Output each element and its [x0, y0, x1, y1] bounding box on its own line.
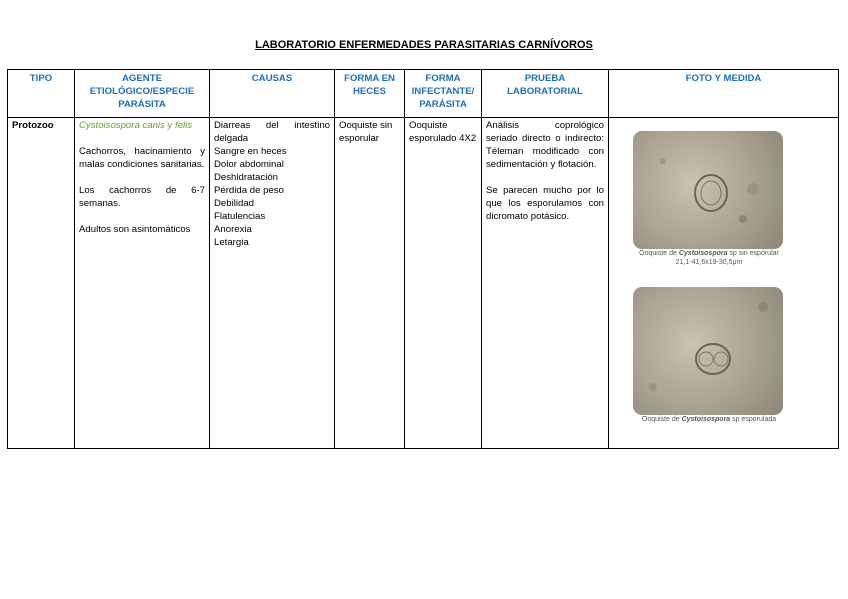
microscope-image-2: [633, 287, 783, 415]
causa-item: Deshidratación: [214, 172, 278, 183]
agente-text-3: Adultos son asintomáticos: [79, 224, 191, 235]
cell-forma-heces: Ooquiste sin esporular: [335, 118, 405, 449]
caption-measure: 21,1-41,6x19-30,5μm: [675, 259, 743, 266]
header-causas: CAUSAS: [210, 70, 335, 118]
oocyst-sporulated-image: [633, 287, 783, 415]
causa-item: Flatulencias: [214, 211, 266, 222]
cell-causas: [210, 118, 335, 449]
cell-foto: [609, 118, 839, 449]
prueba-text-2: Se parecen mucho por lo que los esporulamos con dicromato potásico.: [486, 185, 604, 222]
header-prueba: PRUEBA LABORATORIAL: [482, 70, 609, 118]
header-tipo: TIPO: [8, 70, 75, 118]
oocyst-unsporulated-image: [633, 131, 783, 249]
cell-tipo: Protozoo: [8, 118, 75, 449]
header-agente: AGENTE ETIOLÓGICO/ESPECIE PARÁSITA: [75, 70, 210, 118]
causa-item: Debilidad: [214, 198, 255, 209]
table-row: [8, 118, 839, 449]
causa-item: Letargia: [214, 237, 249, 248]
prueba-text-1: Análisis coprológico seriado directo o indirecto: Téleman modificado con sedimentación y flotación.: [486, 120, 604, 170]
causa-item: Diarreas del intestino delgada: [214, 120, 330, 144]
header-forma-infectante: FORMA INFECTANTE/ PARÁSITA: [405, 70, 482, 118]
cell-forma-infectante: Ooquiste esporulado 4X2: [405, 118, 482, 449]
header-row: [8, 70, 839, 118]
header-foto: FOTO Y MEDIDA: [609, 70, 839, 118]
agente-species: Cystoisospora canis y felis: [79, 120, 193, 131]
document-title: LABORATORIO ENFERMEDADES PARASITARIAS CARNÍVOROS: [255, 39, 593, 51]
causa-item: Sangre en heces: [214, 146, 287, 157]
agente-text-2: Los cachorros de 6-7 semanas.: [79, 185, 205, 209]
causa-item: Anorexia: [214, 224, 252, 235]
causa-item: Pérdida de peso: [214, 185, 284, 196]
caption-sporulated: Ooquiste de Cystoisospora sp esporulada: [641, 416, 777, 423]
causa-item: Dolor abdominal: [214, 159, 284, 170]
microscope-image-1: [633, 131, 783, 249]
header-forma-heces: FORMA EN HECES: [335, 70, 405, 118]
cell-agente: [75, 118, 210, 449]
agente-text-1: Cachorros, hacinamiento y malas condiciones sanitarias.: [79, 146, 205, 170]
parasite-table: [7, 69, 839, 449]
cell-prueba: [482, 118, 609, 449]
caption-unsporulated: Ooquiste de Cystoisospora sp sin esporular 21,1-41,6x19-30,5μm: [639, 250, 779, 266]
